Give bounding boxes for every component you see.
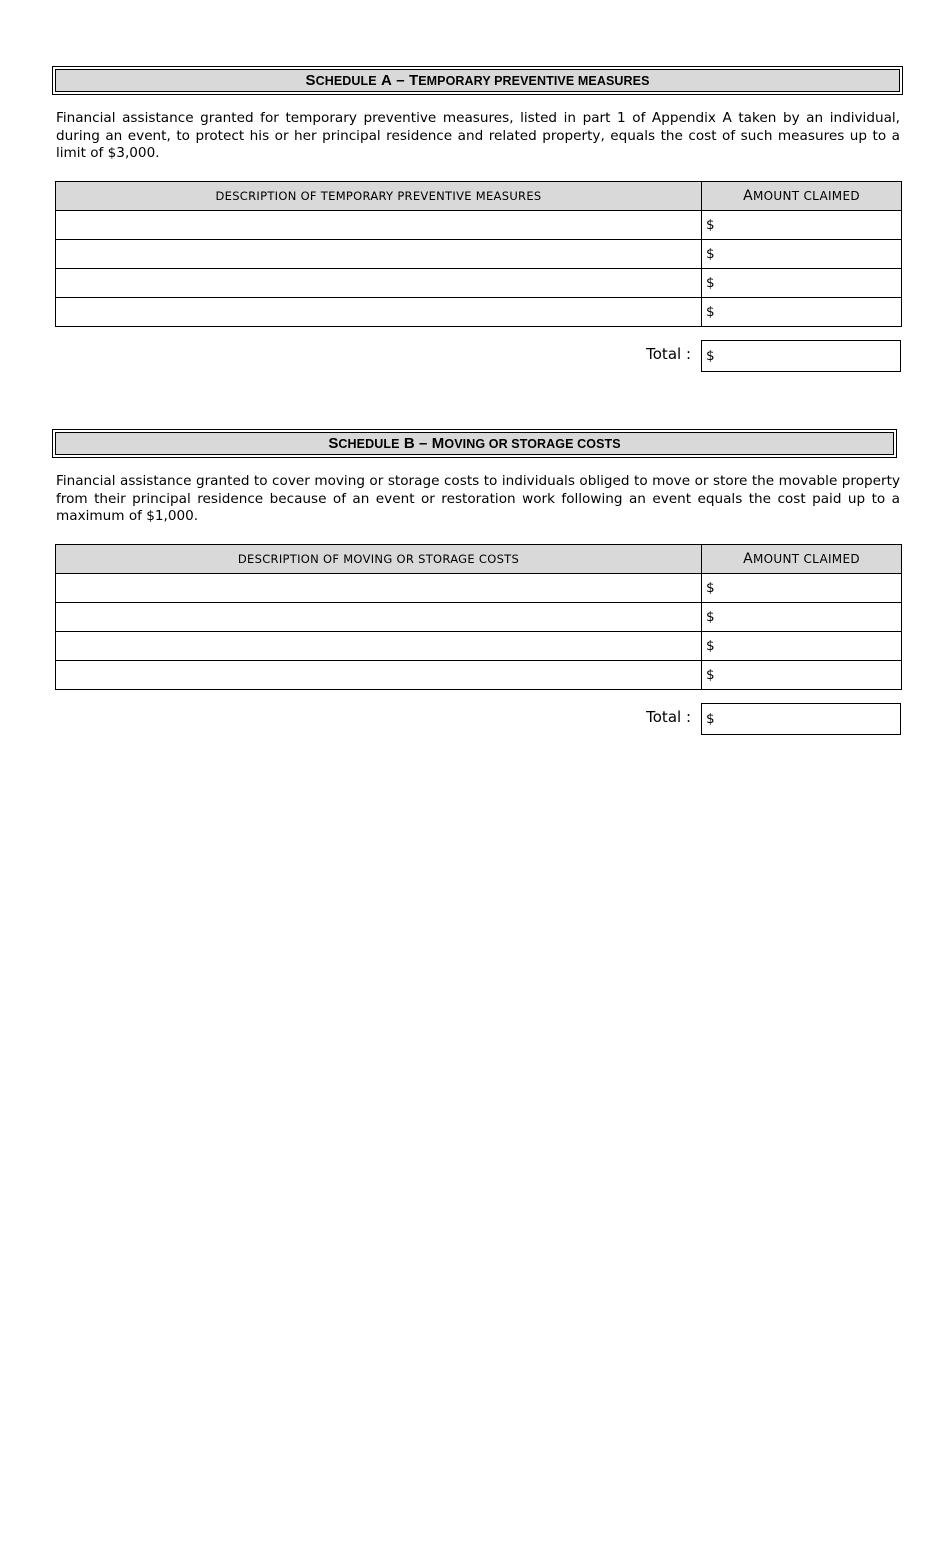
title-subject-initial: T <box>408 72 419 89</box>
schedule-a-intro: Financial assistance granted for temporary preventive measures, listed in part 1 of Appendix A taken by an individual, during an event, to protect his or her principal residence and related property, equals the cost of such measures up to a limit of $3,000. <box>56 110 900 161</box>
description-cell[interactable] <box>56 269 702 298</box>
title-letter: A <box>380 72 392 89</box>
description-cell[interactable] <box>56 603 702 632</box>
description-cell[interactable] <box>56 240 702 269</box>
amount-column-header <box>702 182 902 211</box>
schedule-a-claims-table <box>55 181 902 327</box>
amount-cell[interactable]: $ <box>702 603 902 632</box>
title-initial: S <box>328 435 339 452</box>
table-row <box>56 269 902 298</box>
amount-header-initial: A <box>743 551 753 567</box>
table-row <box>56 661 902 690</box>
amount-cell[interactable]: $ <box>702 632 902 661</box>
amount-cell[interactable]: $ <box>702 574 902 603</box>
total-label: Total : <box>646 345 691 363</box>
table-header-row <box>56 545 902 574</box>
amount-cell[interactable]: $ <box>702 269 902 298</box>
title-subject: EMPORARY PREVENTIVE MEASURES <box>418 73 650 88</box>
amount-cell[interactable]: $ <box>702 211 902 240</box>
table-row <box>56 603 902 632</box>
amount-header-rest: MOUNT CLAIMED <box>753 189 860 203</box>
amount-cell[interactable]: $ <box>702 661 902 690</box>
description-cell[interactable] <box>56 632 702 661</box>
title-word: CHEDULE <box>338 436 400 451</box>
amount-column-header <box>702 545 902 574</box>
table-row <box>56 211 902 240</box>
schedule-b-title <box>55 432 894 455</box>
title-dash: – <box>419 435 428 452</box>
total-label: Total : <box>646 708 691 726</box>
table-row <box>56 240 902 269</box>
amount-header-initial: A <box>743 188 753 204</box>
description-column-header: DESCRIPTION OF MOVING OR STORAGE COSTS <box>56 545 702 574</box>
description-cell[interactable] <box>56 298 702 327</box>
title-letter: B <box>403 435 415 452</box>
total-field[interactable]: $ <box>701 340 901 372</box>
table-row <box>56 298 902 327</box>
title-initial: S <box>305 72 316 89</box>
schedule-b-claims-table <box>55 544 902 690</box>
description-cell[interactable] <box>56 661 702 690</box>
amount-cell[interactable]: $ <box>702 240 902 269</box>
title-subject: OVING OR STORAGE COSTS <box>444 436 621 451</box>
schedule-b-title-box <box>52 429 897 458</box>
table-row <box>56 632 902 661</box>
schedule-b-intro: Financial assistance granted to cover moving or storage costs to individuals obliged to move or store the movable property from their principal residence because of an event or restoration work following an event equals the cost paid up to a maximum of $1,000. <box>56 473 900 524</box>
title-word: CHEDULE <box>315 73 377 88</box>
total-field[interactable]: $ <box>701 703 901 735</box>
schedule-a-title <box>55 69 900 92</box>
amount-cell[interactable]: $ <box>702 298 902 327</box>
title-subject-initial: M <box>431 435 445 452</box>
table-row <box>56 574 902 603</box>
description-cell[interactable] <box>56 574 702 603</box>
description-column-header: DESCRIPTION OF TEMPORARY PREVENTIVE MEASURES <box>56 182 702 211</box>
title-dash: – <box>396 72 405 89</box>
description-cell[interactable] <box>56 211 702 240</box>
schedule-a-title-box <box>52 66 903 95</box>
table-header-row <box>56 182 902 211</box>
amount-header-rest: MOUNT CLAIMED <box>753 552 860 566</box>
